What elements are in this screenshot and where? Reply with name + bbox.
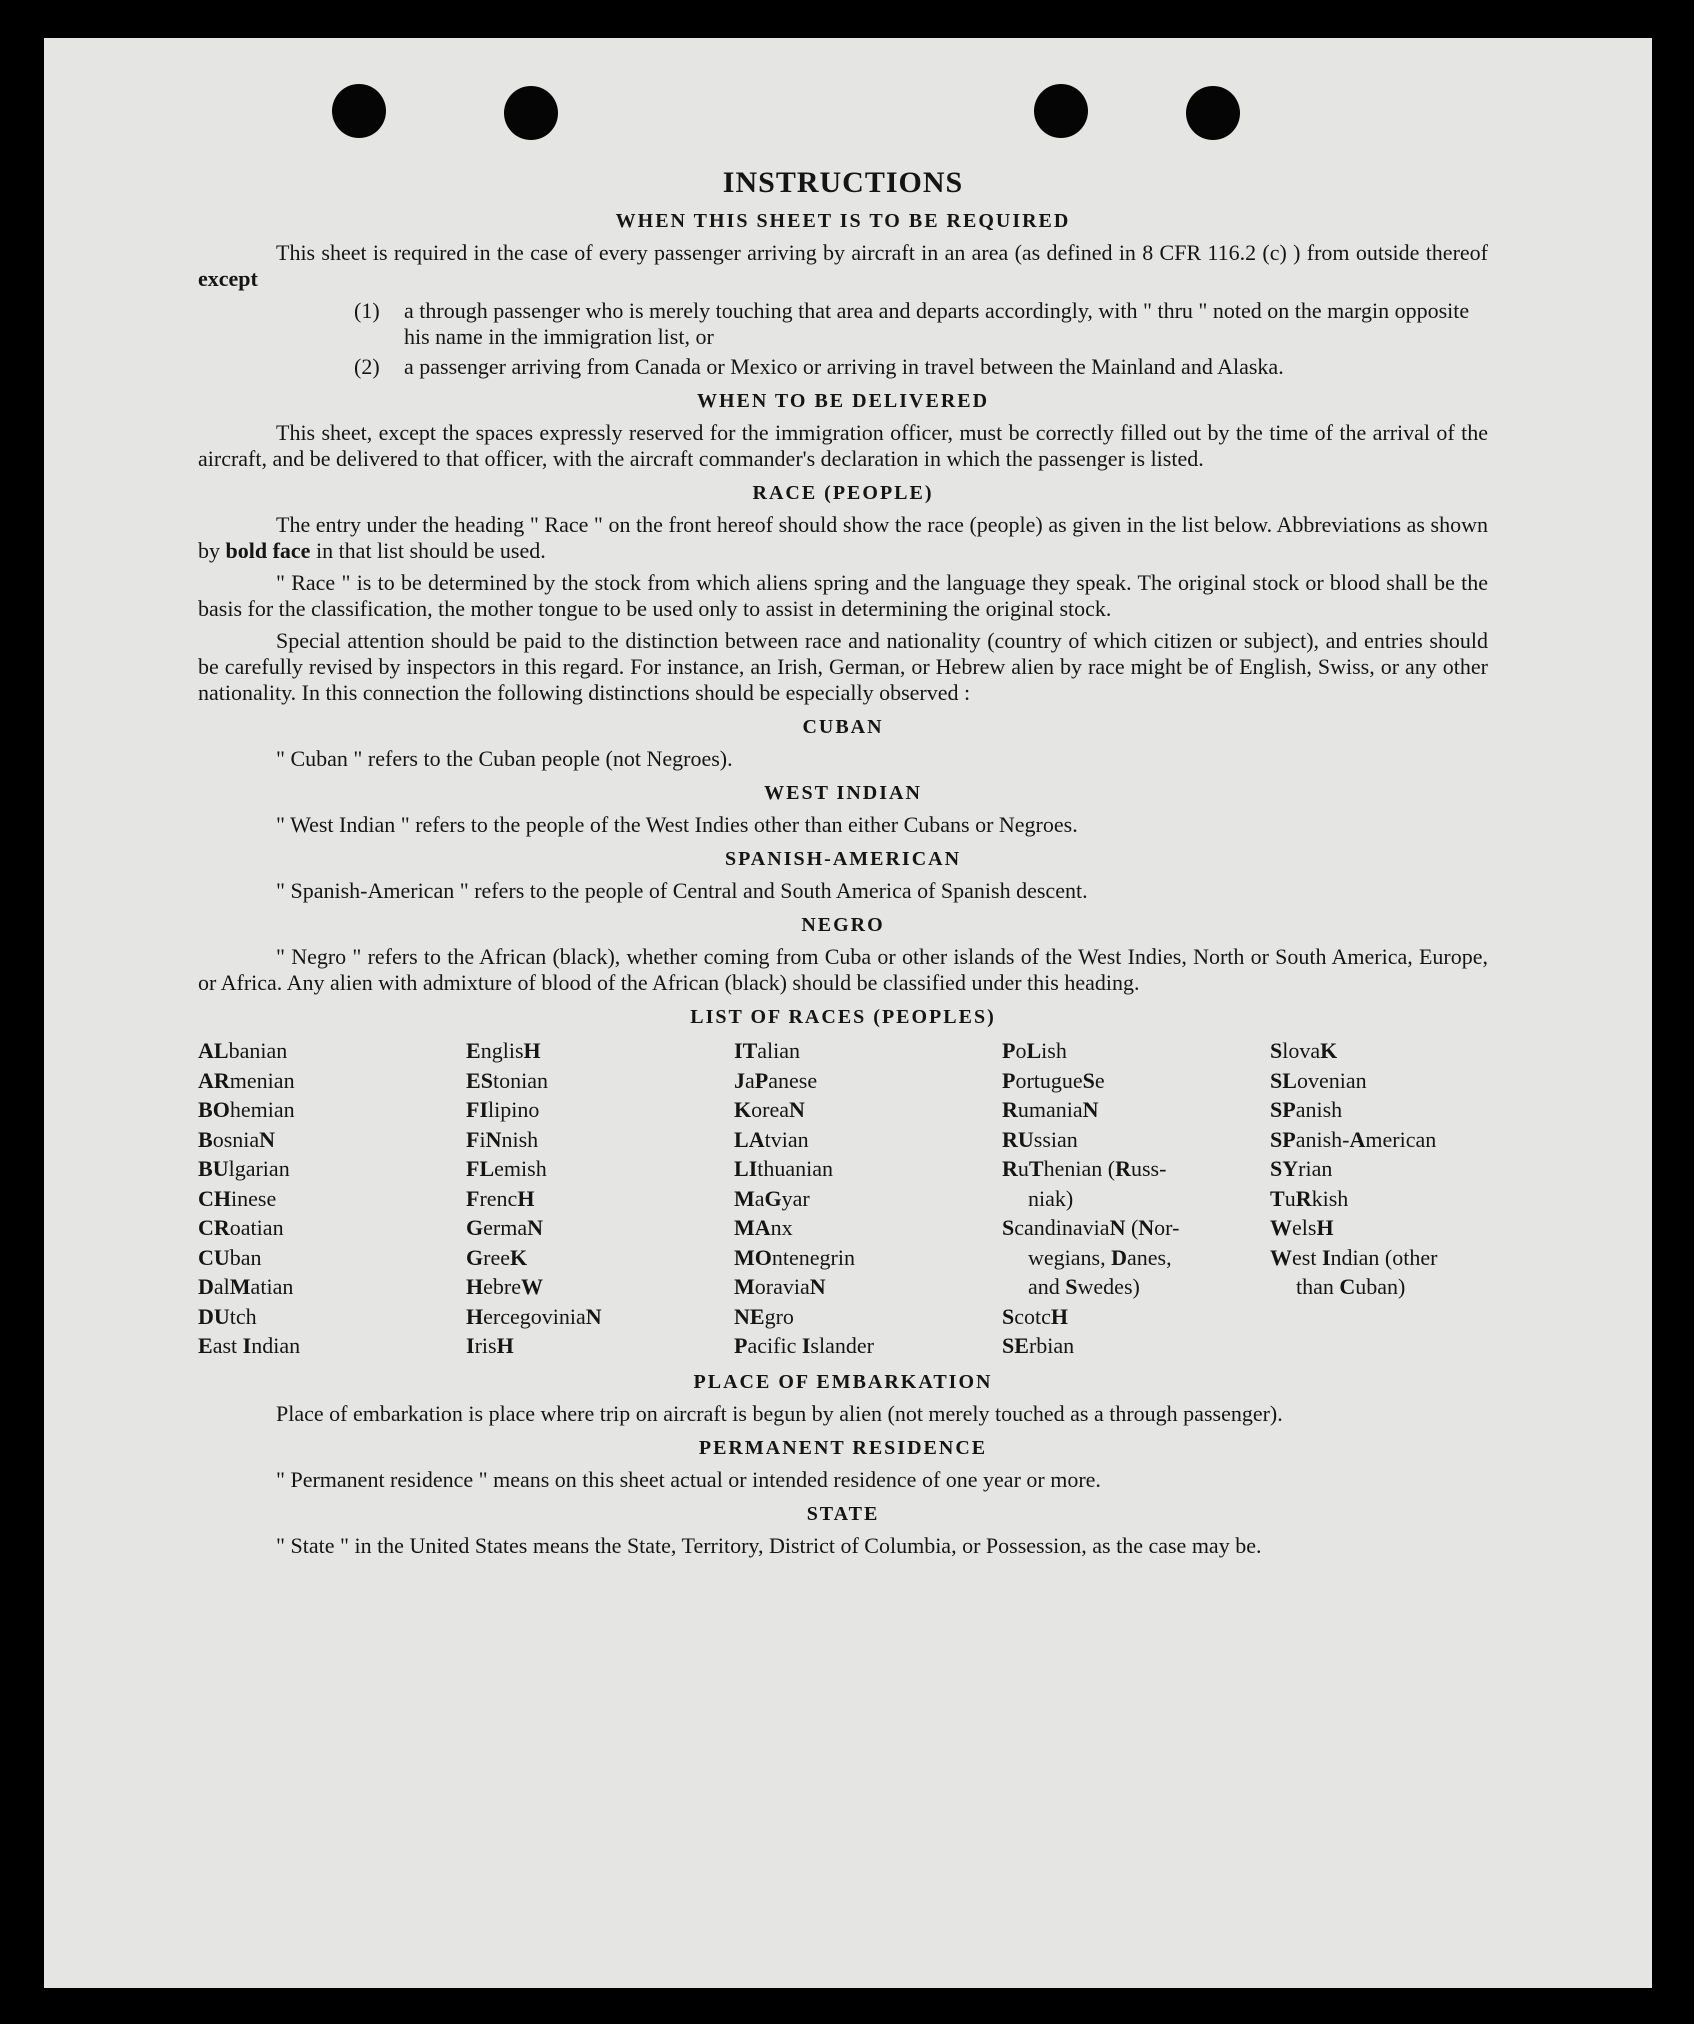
race-entry: LAtvian xyxy=(734,1126,809,1152)
race-entry: than Cuban) xyxy=(1296,1274,1406,1299)
race-entry: RUssian xyxy=(1002,1126,1078,1152)
race-entry: GreeK xyxy=(466,1244,528,1270)
race-entry: ScandinaviaN (Nor- xyxy=(1002,1215,1180,1240)
races-list xyxy=(198,1036,1488,1361)
race-entry: DUtch xyxy=(198,1303,257,1329)
when-delivered-text: This sheet, except the spaces expressly reserved for the immigration officer, must be correctly filled out by the time of the arrival of the aircraft, and be delivered to that officer, with the aircraft commander's declaration in which the passenger is listed. xyxy=(198,420,1488,471)
race-entry: FrencH xyxy=(466,1185,535,1211)
race-entry: CHinese xyxy=(198,1185,277,1211)
race-entry: SlovaK xyxy=(1270,1038,1338,1063)
race-entry: HebreW xyxy=(466,1274,543,1299)
race-entry: HercegoviniaN xyxy=(466,1303,602,1329)
races-column xyxy=(1002,1036,1270,1361)
race-entry: JaPanese xyxy=(734,1067,818,1093)
race-entry: SPanish xyxy=(1270,1097,1343,1122)
race-entry: IrisH xyxy=(466,1333,514,1358)
instructions-content xyxy=(198,164,1488,1565)
race-entry: SErbian xyxy=(1002,1333,1075,1358)
races-column xyxy=(466,1036,734,1361)
race-entry: MaGyar xyxy=(734,1185,810,1211)
spanish-american-heading: SPANISH-AMERICAN xyxy=(724,848,962,870)
race-entry: CUban xyxy=(198,1244,262,1270)
punch-hole xyxy=(504,86,558,140)
races-column xyxy=(198,1036,466,1361)
punch-hole xyxy=(332,84,386,138)
race-entry: DalMatian xyxy=(198,1274,294,1299)
race-entry: SPanish-American xyxy=(1270,1126,1437,1152)
punch-hole xyxy=(1186,86,1240,140)
state-text: " State " in the United States means the State, Territory, District of Columbia, or Possession, as the case may be. xyxy=(276,1532,1262,1558)
races-column xyxy=(1270,1036,1538,1361)
cuban-heading: CUBAN xyxy=(802,716,884,738)
when-required-intro: This sheet is required in the case of every passenger arriving by aircraft in an area (as defined in 8 CFR 116.2 (c) ) from outside thereof except xyxy=(198,240,1488,291)
race-entry: TuRkish xyxy=(1270,1185,1349,1211)
race-entry: FLemish xyxy=(466,1156,547,1181)
race-heading: RACE (PEOPLE) xyxy=(752,482,934,504)
race-entry: East Indian xyxy=(198,1333,301,1358)
race-entry: BOhemian xyxy=(198,1097,295,1122)
race-entry: SYrian xyxy=(1270,1156,1333,1181)
race-entry: WelsH xyxy=(1270,1215,1334,1240)
race-entry: BUlgarian xyxy=(198,1156,290,1181)
west-indian-text: " West Indian " refers to the people of the West Indies other than either Cubans or Negroes. xyxy=(276,812,1078,837)
race-entry: BosniaN xyxy=(198,1126,276,1152)
race-entry: ScotcH xyxy=(1002,1303,1069,1329)
when-required-heading: WHEN THIS SHEET IS TO BE REQUIRED xyxy=(615,210,1071,232)
race-entry: GermaN xyxy=(466,1215,543,1240)
cuban-text: " Cuban " refers to the Cuban people (not Negroes). xyxy=(276,746,733,771)
punch-hole xyxy=(1034,84,1088,138)
race-entry: CRoatian xyxy=(198,1215,284,1240)
race-entry: FiNnish xyxy=(466,1126,539,1152)
race-entry: FIlipino xyxy=(466,1097,540,1122)
race-entry: ALbanian xyxy=(198,1038,288,1063)
embarkation-heading: PLACE OF EMBARKATION xyxy=(693,1370,993,1393)
page-title: INSTRUCTIONS xyxy=(722,166,964,199)
race-entry: MAnx xyxy=(734,1215,793,1240)
residence-text: " Permanent residence " means on this sheet actual or intended residence of one year or more. xyxy=(276,1466,1101,1492)
race-entry: PortugueSe xyxy=(1002,1067,1105,1093)
spanish-american-text: " Spanish-American " refers to the people of Central and South America of Spanish descent. xyxy=(276,878,1088,903)
race-entry: niak) xyxy=(1028,1185,1074,1211)
race-entry: MoraviaN xyxy=(734,1274,826,1299)
race-entry: NEgro xyxy=(734,1303,794,1329)
race-paragraph-3: Special attention should be paid to the distinction between race and nationality (country of which citizen or subject), and entries should be carefully revised by inspectors in this regard. For instance, an Irish, German, or Hebrew alien by race might be of English, Swiss, or any other nationality. In this connection the following distinctions should be especially observed : xyxy=(198,628,1488,705)
race-entry: Pacific Islander xyxy=(734,1333,874,1358)
race-entry: West Indian (other xyxy=(1270,1244,1438,1270)
negro-text: " Negro " refers to the African (black), whether coming from Cuba or other islands of the West Indies, North or South America, Europe, or Africa. Any alien with admixture of blood of the African (black) should be classified under this heading. xyxy=(198,944,1488,995)
exception-item-2: (2) a passenger arriving from Canada or Mexico or arriving in travel between the Mainland and Alaska. xyxy=(354,354,1284,379)
race-entry: RumaniaN xyxy=(1002,1097,1099,1122)
race-paragraph-1: The entry under the heading " Race " on the front hereof should show the race (people) as given in the list below. Abbreviations as shown by bold face in that list should be used. xyxy=(198,512,1488,563)
residence-heading: PERMANENT RESIDENCE xyxy=(698,1436,988,1459)
exception-item-1: (1) a through passenger who is merely touching that area and departs accordingly, with " thru " noted on the margin opposite his name in the immigration list, or xyxy=(354,298,1470,349)
when-delivered-heading: WHEN TO BE DELIVERED xyxy=(696,390,990,412)
negro-heading: NEGRO xyxy=(801,914,885,936)
race-entry: ARmenian xyxy=(198,1067,295,1093)
races-column xyxy=(734,1036,1002,1361)
race-entry: MOntenegrin xyxy=(734,1244,855,1270)
embarkation-text: Place of embarkation is place where trip on aircraft is begun by alien (not merely touched as a through passenger). xyxy=(276,1400,1283,1426)
list-of-races-heading: LIST OF RACES (PEOPLES) xyxy=(690,1006,996,1028)
state-heading: STATE xyxy=(806,1502,880,1525)
race-entry: SLovenian xyxy=(1270,1067,1367,1093)
race-entry: wegians, Danes, xyxy=(1028,1244,1172,1270)
race-entry: ITalian xyxy=(734,1038,801,1063)
race-entry: KoreaN xyxy=(734,1097,805,1122)
race-entry: EStonian xyxy=(466,1067,548,1093)
race-entry: and Swedes) xyxy=(1028,1274,1140,1299)
race-paragraph-2: " Race " is to be determined by the stock from which aliens spring and the language they speak. The original stock or blood shall be the basis for the classification, the mother tongue to be used only to assist in determining the original stock. xyxy=(198,570,1488,621)
race-entry: LIthuanian xyxy=(734,1156,834,1181)
race-entry: RuThenian (Russ- xyxy=(1002,1156,1167,1181)
race-entry: EnglisH xyxy=(466,1038,541,1063)
race-entry: PoLish xyxy=(1002,1038,1067,1063)
west-indian-heading: WEST INDIAN xyxy=(764,782,922,804)
